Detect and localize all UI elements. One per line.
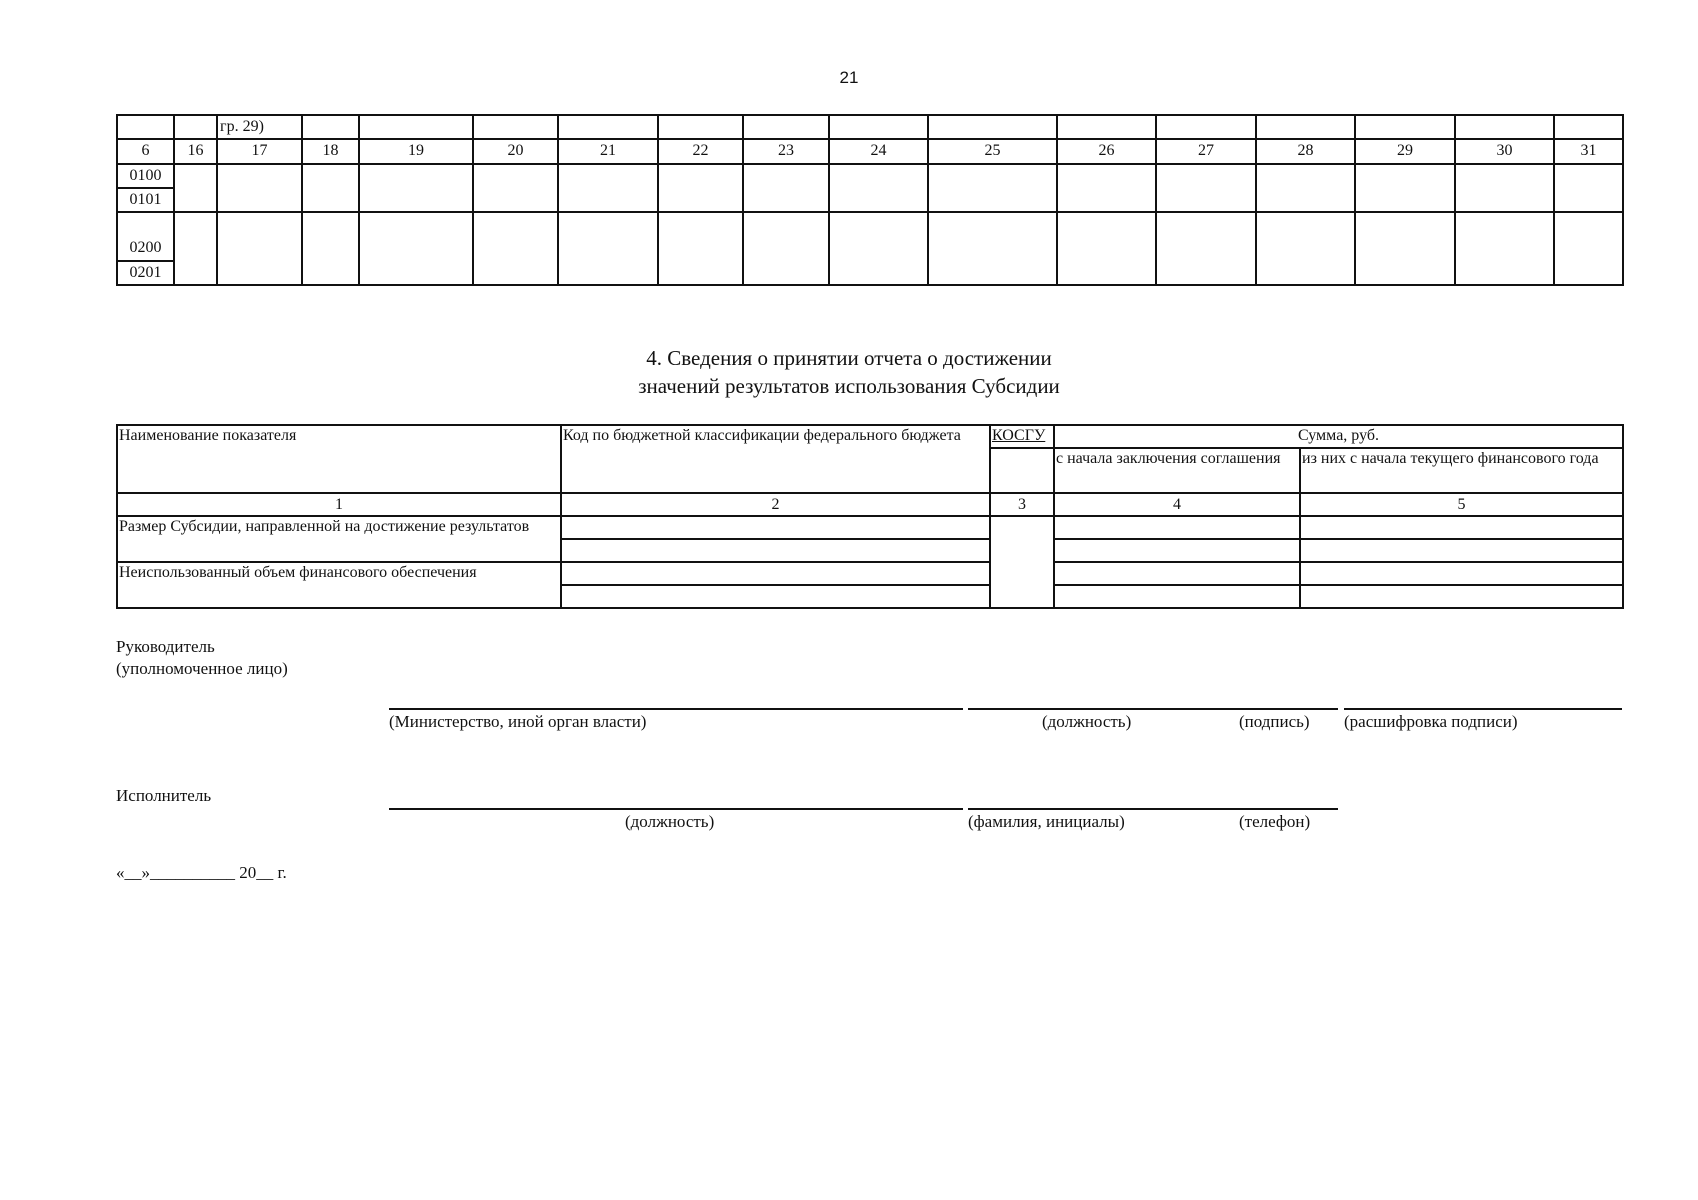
column-number: 27	[1156, 139, 1256, 163]
caption-signature: (подпись)	[1239, 712, 1310, 731]
column-number: 2	[561, 493, 990, 516]
column-number: 3	[990, 493, 1054, 516]
position-signature-line	[968, 708, 1338, 710]
header-kosgu: КОСГУ	[990, 425, 1054, 448]
table-row	[117, 164, 1623, 188]
column-number: 24	[829, 139, 928, 163]
header-sum-from-year: из них с начала текущего финансового года	[1300, 448, 1623, 493]
column-number: 1	[117, 493, 561, 516]
head-label: Руководитель	[116, 637, 215, 656]
column-number: 30	[1455, 139, 1554, 163]
row-code: 0100	[117, 164, 174, 188]
column-number: 23	[743, 139, 829, 163]
column-number: 6	[117, 139, 174, 163]
table-row	[117, 115, 1623, 139]
column-number: 18	[302, 139, 359, 163]
executor-name-line	[968, 808, 1338, 810]
column-number: 28	[1256, 139, 1355, 163]
column-number: 17	[217, 139, 302, 163]
section-title-line: 4. Сведения о принятии отчета о достижении	[646, 346, 1052, 370]
column-number: 31	[1554, 139, 1623, 163]
column-number: 19	[359, 139, 473, 163]
report-acceptance-table	[116, 424, 1624, 609]
head-label-note: (уполномоченное лицо)	[116, 659, 288, 678]
column-number: 20	[473, 139, 558, 163]
column-number: 25	[928, 139, 1057, 163]
continuation-table	[116, 114, 1624, 286]
row-label: Размер Субсидии, направленной на достижение результатов	[117, 516, 561, 562]
row-label: Неиспользованный объем финансового обеспечения	[117, 562, 561, 608]
header-sum: Сумма, руб.	[1054, 425, 1623, 448]
column-numbers-row	[117, 493, 1623, 516]
caption-decoding: (расшифровка подписи)	[1344, 712, 1518, 731]
row-code: 0201	[117, 261, 174, 285]
header-row	[117, 425, 1623, 448]
section-title	[0, 344, 1698, 400]
ministry-signature-line	[389, 708, 963, 710]
column-number: 21	[558, 139, 658, 163]
table-row	[117, 562, 1623, 585]
caption-executor-name: (фамилия, инициалы)	[968, 812, 1125, 831]
caption-position: (должность)	[1042, 712, 1132, 731]
header-indicator-name: Наименование показателя	[117, 425, 561, 493]
row-code: 0101	[117, 188, 174, 212]
executor-position-line	[389, 808, 963, 810]
row-code: 0200	[117, 236, 174, 260]
column-number: 29	[1355, 139, 1455, 163]
column-numbers-row	[117, 139, 1623, 163]
column-number: 22	[658, 139, 743, 163]
caption-executor-position: (должность)	[625, 812, 715, 831]
column-number: 4	[1054, 493, 1300, 516]
caption-ministry: (Министерство, иной орган власти)	[389, 712, 647, 731]
column-note: гр. 29)	[217, 115, 302, 139]
column-number: 26	[1057, 139, 1156, 163]
decoding-signature-line	[1344, 708, 1622, 710]
date-line: «__»__________ 20__ г.	[116, 863, 287, 882]
section-title-line: значений результатов использования Субсидии	[638, 374, 1060, 398]
header-budget-code: Код по бюджетной классификации федерального бюджета	[561, 425, 990, 493]
table-row	[117, 212, 1623, 236]
column-number: 5	[1300, 493, 1623, 516]
column-number: 16	[174, 139, 217, 163]
executor-label: Исполнитель	[116, 786, 212, 805]
table-row	[117, 516, 1623, 539]
page-number: 21	[839, 68, 859, 87]
header-sum-from-agreement: с начала заключения соглашения	[1054, 448, 1300, 493]
caption-executor-phone: (телефон)	[1239, 812, 1311, 831]
